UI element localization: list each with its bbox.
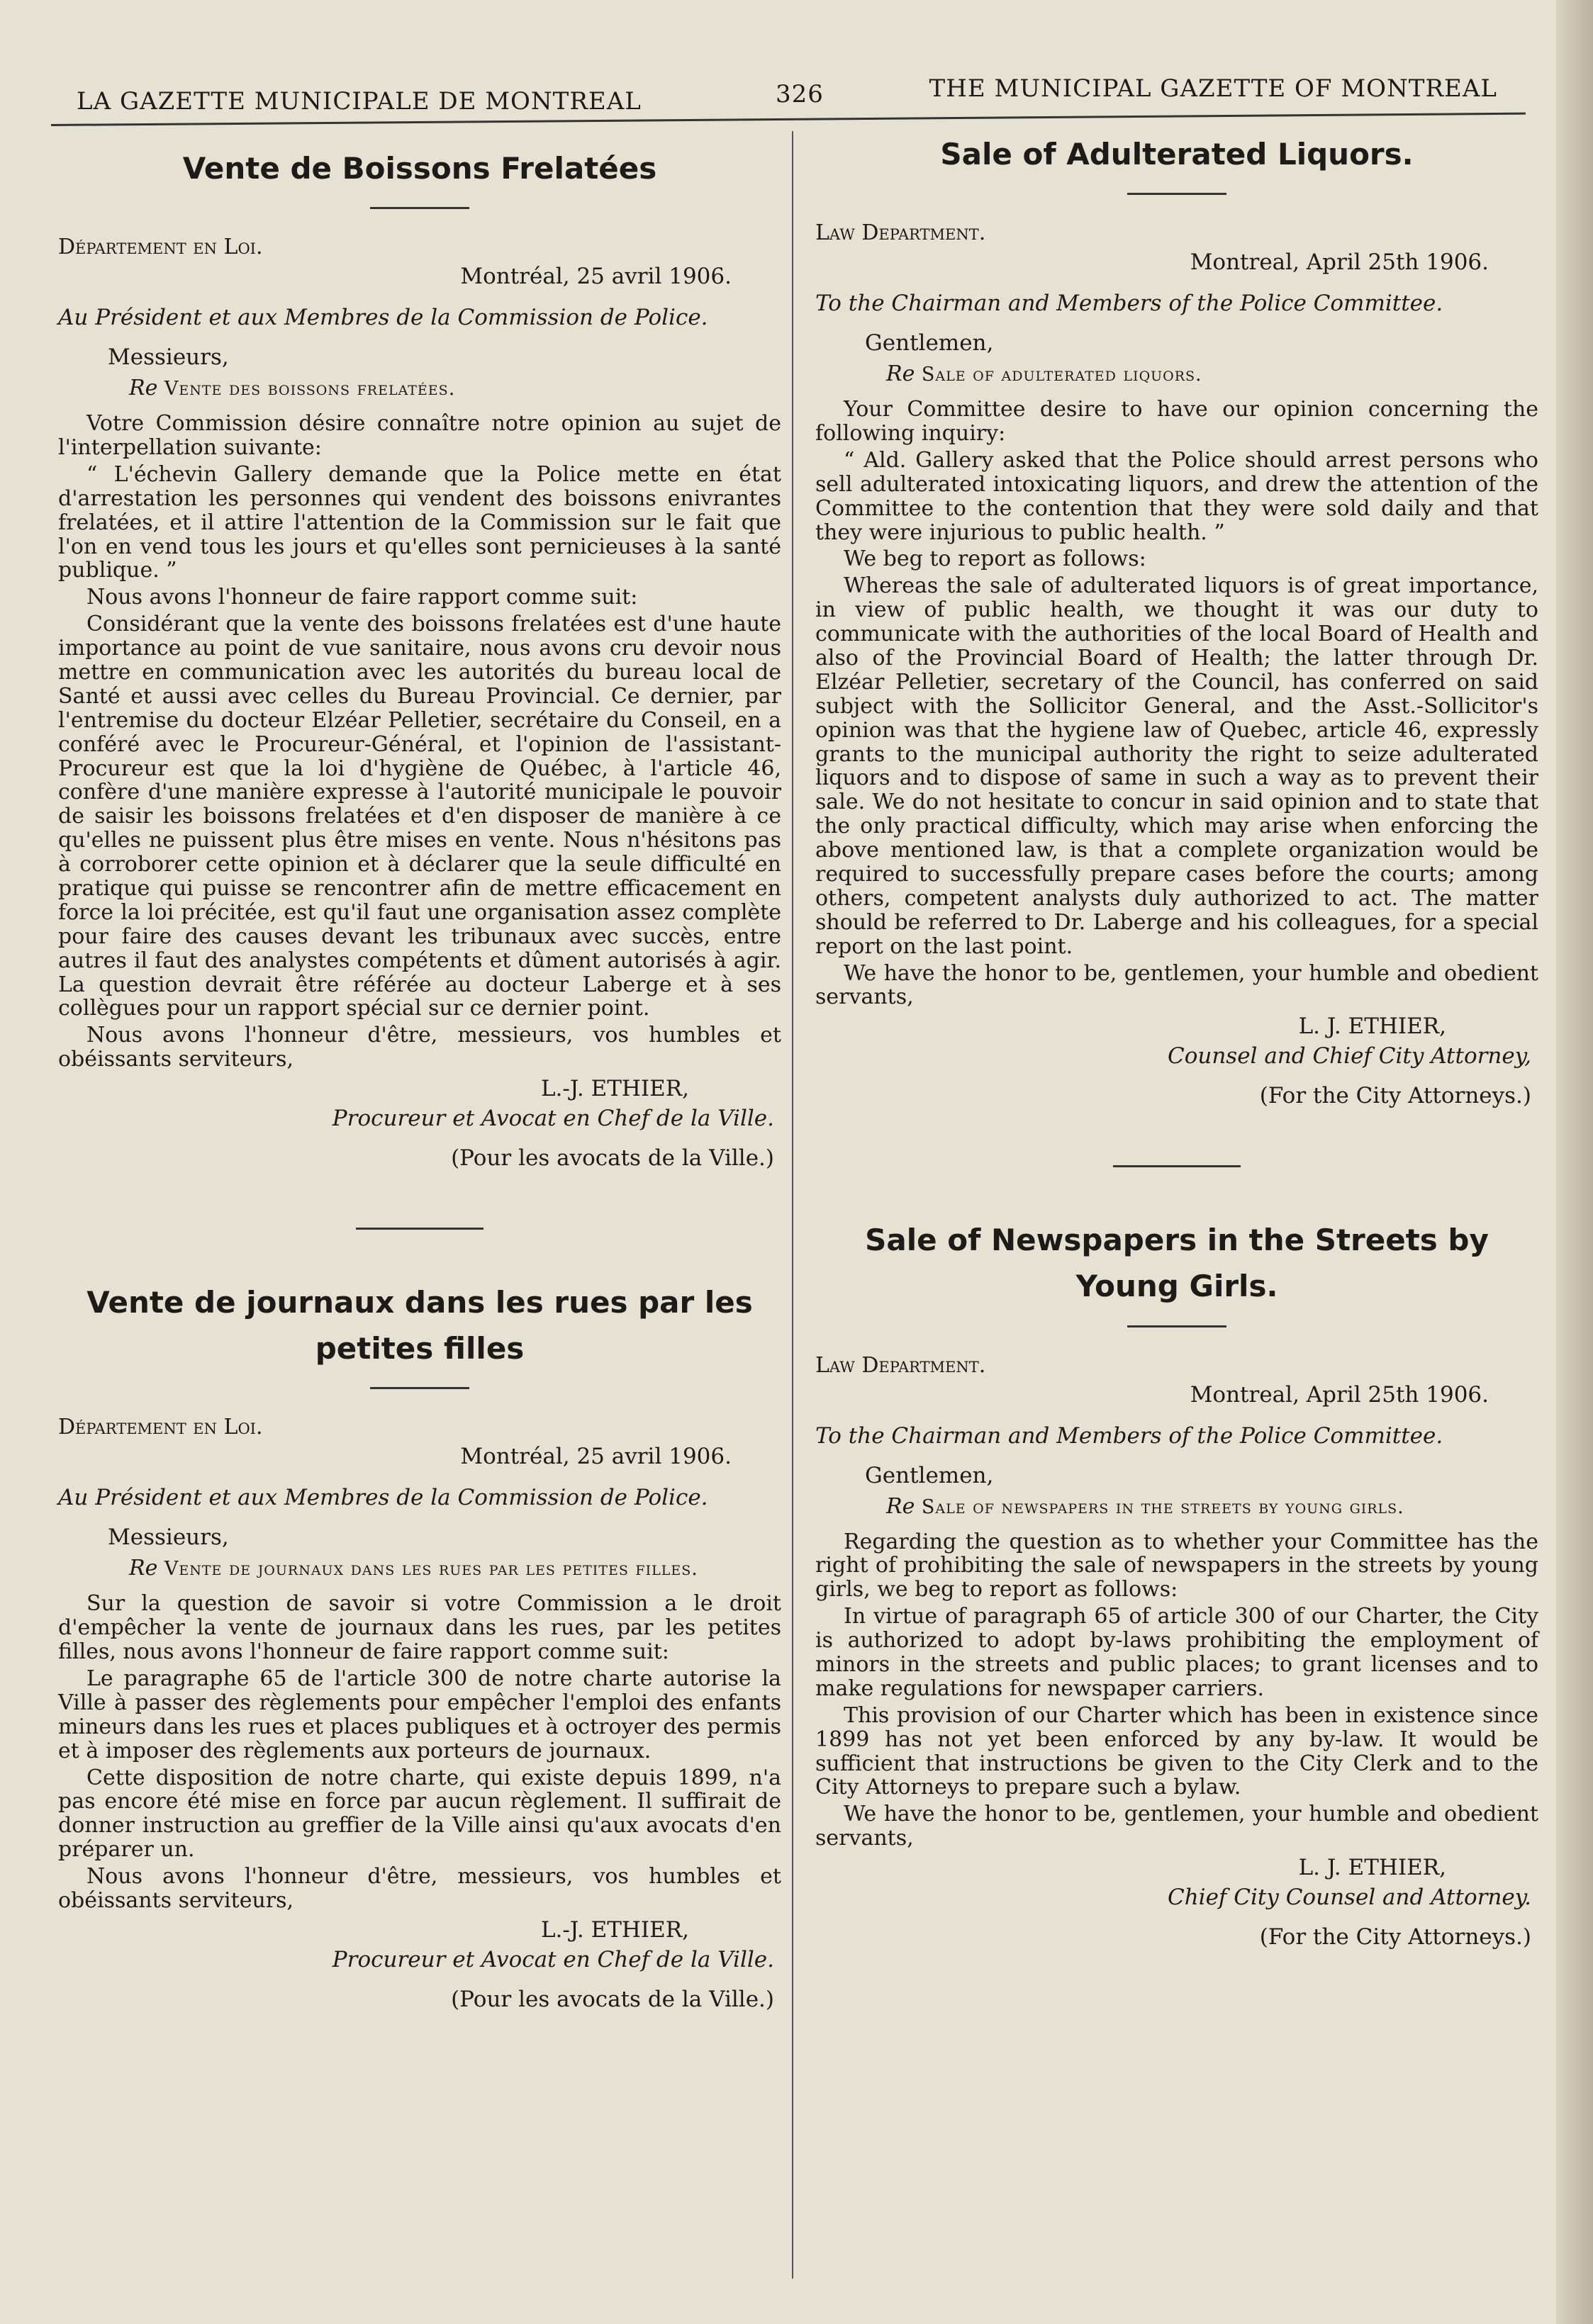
re-word: Re (129, 376, 158, 401)
paragraph: This provision of our Charter which has been in existence since 1899 has not yet been enforced by any by-law. It would be sufficient that instructions be given to the City Clerk and to the City Attorneys to prepare such a bylaw. (815, 1702, 1538, 1800)
right-column (815, 131, 1538, 1950)
re-subject: Vente des boissons frelatées. (164, 378, 456, 400)
column-divider (792, 131, 793, 2279)
re-subject: Sale of adulterated liquors. (921, 364, 1202, 386)
article-separator (356, 1228, 484, 1230)
department: Law Department. (815, 220, 986, 246)
subject-line (886, 361, 1538, 386)
paragraph: Cette disposition de notre charte, qui existe depuis 1899, n'a pas encore été mise en force par aucun règlement. Il suffirait de donner instruction au greffier de la Ville ainsi qu'aux avocats d'en préparer un. (58, 1765, 781, 1863)
title-rule (370, 207, 469, 209)
letter-date: Montréal, 25 avril 1906. (460, 264, 732, 290)
department: Département en Loi. (58, 235, 263, 260)
subject-line (886, 1494, 1538, 1519)
paragraph: We have the honor to be, gentlemen, your humble and obedient servants, (815, 960, 1538, 1010)
re-subject: Vente de journaux dans les rues par les petites filles. (164, 1558, 698, 1581)
letter-address: Au Président et aux Membres de la Commission de Police. (58, 1485, 708, 1511)
letter-address: To the Chairman and Members of the Police Committee. (815, 291, 1443, 317)
title-rule (370, 1387, 469, 1389)
page-number: 326 (776, 80, 824, 108)
signature-note: (For the City Attorneys.) (1259, 1924, 1531, 1950)
signature-title: Counsel and Chief City Attorney, (1167, 1043, 1531, 1070)
signature-note: (For the City Attorneys.) (1259, 1083, 1531, 1109)
signature-title: Procureur et Avocat en Chef de la Ville. (332, 1946, 774, 1972)
article-boissons-frelatees (58, 145, 781, 1171)
paragraph: Considérant que la vente des boissons frelatées est d'une haute importance au point de vue sanitaire, nous avons cru devoir nous mettre en communication avec les autorités du bureau local de Santé et aussi avec celles du Bureau Provincial. Ce dernier, par l'entremise du docteur Elzéar Pelletier, secrétaire du Conseil, en a conféré avec le Procureur-Général, et l'opinion de l'assistant-Procureur est que la loi d'hygiène de Québec, à l'article 46, confère d'une manière expresse à l'autorité municipale le pouvoir de saisir les boissons frelatées et d'en disposer de manière à ce qu'elles ne puissent plus être mises en vente. Nous n'hésitons pas à corroborer cette opinion et à déclarer que la seule difficulté en pratique qui puisse se rencontrer afin de mettre efficacement en force la loi précitée, est qu'il faut une organisation assez complète pour faire des causes devant les tribunaux avec succès, entre autres il faut des analystes compétents et dûment autorisés à agir. La question devrait être référée au docteur Laberge et à ses collègues pour un rapport spécial sur ce dernier point. (58, 612, 781, 1021)
salutation: Gentlemen, (865, 1462, 994, 1488)
header-english-title: THE MUNICIPAL GAZETTE OF MONTREAL (929, 74, 1497, 103)
re-word: Re (886, 361, 915, 387)
paragraph: Your Committee desire to have our opinion concerning the following inquiry: (815, 397, 1538, 446)
subject-line (129, 376, 781, 400)
signature-name: L. J. ETHIER, (1298, 1855, 1446, 1881)
header-french-title: LA GAZETTE MUNICIPALE DE MONTREAL (77, 87, 642, 116)
paragraph: “ Ald. Gallery asked that the Police should arrest persons who sell adulterated intoxicating liquors, and drew the attention of the Committee to the contention that they were sold daily and that they were injurious to public health. ” (815, 447, 1538, 545)
paragraph: Le paragraphe 65 de l'article 300 de notre charte autorise la Ville à passer des règlements pour empêcher l'emploi des enfants mineurs dans les rues et places publiques et à octroyer des permis et à imposer des règlements aux porteurs de journaux. (58, 1666, 781, 1763)
signature-note: (Pour les avocats de la Ville.) (451, 1986, 774, 2012)
paragraph: In virtue of paragraph 65 of article 300 of our Charter, the City is authorized to adopt by-laws prohibiting the employment of minors in the streets and public places; to grant licenses and to make regulations for newspaper carriers. (815, 1604, 1538, 1701)
paragraph: Whereas the sale of adulterated liquors is of great importance, in view of public health, we thought it was our duty to communicate with the authorities of the local Board of Health and also of the Provincial Board of Health; the latter through Dr. Elzéar Pelletier, secretary of the Council, has conferred on said subject with the Sollicitor General, and the Asst.-Sollicitor's opinion was that the hygiene law of Quebec, article 46, expressly grants to the municipal authority the right to seize adulterated liquors and to dispose of same in such a way as to prevent their sale. We do not hesitate to concur in said opinion and to state that the only practical difficulty, which may arise when enforcing the above mentioned law, is that a complete organization would be required to successfully prepare cases before the courts; among others, competent analysts duly authorized to act. The matter should be referred to Dr. Laberge and his colleagues, for a special report on the last point. (815, 573, 1538, 959)
letter-date: Montréal, 25 avril 1906. (460, 1444, 732, 1470)
article-vente-journaux (58, 1279, 781, 2012)
paragraph: Votre Commission désire connaître notre opinion au sujet de l'interpellation suivante: (58, 411, 781, 460)
article-sale-of-newspapers (815, 1217, 1538, 1950)
signature-name: L. J. ETHIER, (1298, 1014, 1446, 1040)
paragraph: Nous avons l'honneur de faire rapport comme suit: (86, 585, 638, 610)
salutation: Gentlemen, (865, 330, 994, 357)
page-edge-shadow (1556, 0, 1593, 2324)
re-word: Re (129, 1556, 158, 1581)
salutation: Messieurs, (108, 344, 229, 371)
signature-note: (Pour les avocats de la Ville.) (451, 1145, 774, 1172)
article-title: Vente de journaux dans les rues par les petites filles (86, 1285, 753, 1366)
signature-title: Chief City Counsel and Attorney. (1167, 1885, 1531, 1911)
salutation: Messieurs, (108, 1525, 229, 1551)
signature-title: Procureur et Avocat en Chef de la Ville. (332, 1106, 774, 1132)
article-adulterated-liquors (815, 131, 1538, 1108)
title-rule (1127, 193, 1226, 195)
paragraph: We have the honor to be, gentlemen, your humble and obedient servants, (815, 1802, 1538, 1851)
signature-name: L.-J. ETHIER, (540, 1076, 689, 1102)
letter-address: Au Président et aux Membres de la Commission de Police. (58, 305, 708, 331)
paragraph: Regarding the question as to whether your Committee has the right of prohibiting the sale of newspapers in the streets by young girls, we beg to report as follows: (815, 1529, 1538, 1602)
left-column (58, 145, 781, 2012)
paragraph: Sur la question de savoir si votre Commission a le droit d'empêcher la vente de journaux dans les rues, par les petites filles, nous avons l'honneur de faire rapport comme suit: (58, 1591, 781, 1665)
department: Département en Loi. (58, 1415, 263, 1440)
letter-date: Montreal, April 25th 1906. (1190, 249, 1489, 276)
article-title: Sale of Adulterated Liquors. (940, 137, 1414, 172)
paragraph: Nous avons l'honneur d'être, messieurs, vos humbles et obéissants serviteurs, (58, 1864, 781, 1914)
re-subject: Sale of newspapers in the streets by young girls. (921, 1495, 1404, 1518)
paragraph: Nous avons l'honneur d'être, messieurs, vos humbles et obéissants serviteurs, (58, 1023, 781, 1072)
title-rule (1127, 1325, 1226, 1327)
department: Law Department. (815, 1352, 986, 1378)
letter-address: To the Chairman and Members of the Police Committee. (815, 1422, 1443, 1449)
signature-name: L.-J. ETHIER, (540, 1916, 689, 1943)
article-title: Vente de Boissons Frelatées (182, 151, 657, 186)
paragraph: “ L'échevin Gallery demande que la Police mette en état d'arrestation les personnes qui vendent des boissons enivrantes frelatées, et il attire l'attention de la Commission sur le fait que l'on en vend tous les jours et qu'elles sont pernicieuses à la santé publique. ” (58, 461, 781, 583)
subject-line (129, 1556, 781, 1581)
letter-date: Montreal, April 25th 1906. (1190, 1381, 1489, 1408)
article-separator (1113, 1165, 1241, 1167)
paragraph: We beg to report as follows: (844, 546, 1146, 572)
article-title: Sale of Newspapers in the Streets by Young Girls. (865, 1223, 1489, 1304)
re-word: Re (886, 1493, 915, 1519)
